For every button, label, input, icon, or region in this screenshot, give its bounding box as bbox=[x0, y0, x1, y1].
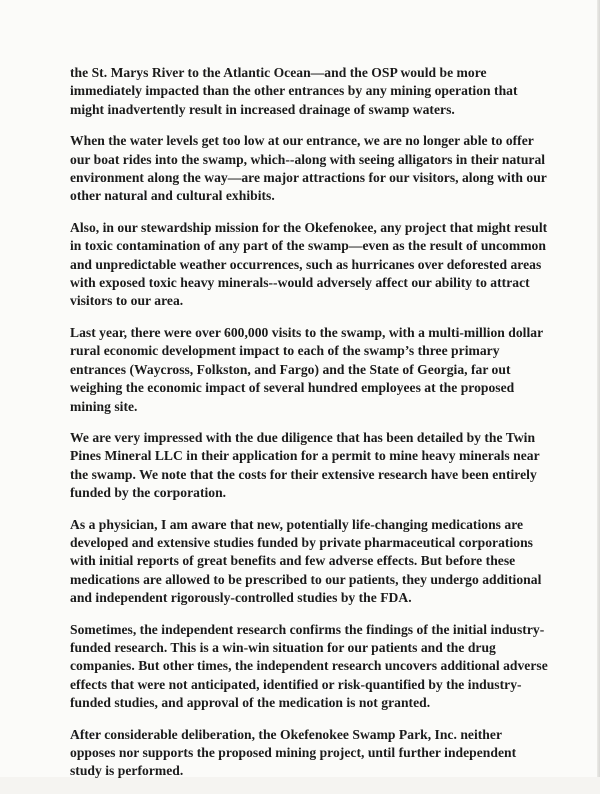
letter-body bbox=[70, 64, 548, 794]
paragraph-independent-research: Sometimes, the independent research confirms the findings of the initial industry-funded research. This is a win-win situation for our patients and the drug companies. But other times, the independent research uncovers additional adverse effects that were not anticipated, identified or risk-quantified by the industry-funded studies, and approval of the medication is not granted. bbox=[70, 621, 548, 711]
paragraph-stewardship-mission: Also, in our stewardship mission for the Okefenokee, any project that might result in toxic contamination of any part of the swamp—even as the result of uncommon and unpredictable weather occurrences, such as hurricanes over deforested areas with exposed toxic heavy minerals--would adversely affect our ability to attract visitors to our area. bbox=[70, 219, 548, 309]
paragraph-water-levels: When the water levels get too low at our entrance, we are no longer able to offer our boat rides into the swamp, which--along with seeing alligators in their natural environment along the way—are major attractions for our visitors, along with our other natural and cultural exhibits. bbox=[70, 133, 547, 204]
paragraph-visits-economic-impact: Last year, there were over 600,000 visits to the swamp, with a multi-million dollar rural economic development impact to each of the swamp’s three primary entrances (Waycross, Folkston, and Fargo) and the State of Georgia, far out weighing the economic impact of several hundred employees at the proposed mining site. bbox=[70, 324, 543, 414]
paragraph-conclusion: After considerable deliberation, the Okefenokee Swamp Park, Inc. neither opposes nor supports the proposed mining project, until further independent study is performed. bbox=[70, 726, 517, 779]
paragraph-physician-analogy: As a physician, I am aware that new, potentially life-changing medications are developed and extensive studies funded by private pharmaceutical corporations with initial reports of great benefits and few adverse effects. But before these medications are allowed to be prescribed to our patients, they undergo additional and independent rigorously-controlled studies by the FDA. bbox=[70, 516, 542, 606]
paragraph-due-diligence: We are very impressed with the due diligence that has been detailed by the Twin Pines Mineral LLC in their application for a permit to mine heavy minerals near the swamp. We note that the costs for their extensive research have been entirely funded by the corporation. bbox=[70, 429, 540, 501]
paragraph-st-marys-river: the St. Marys River to the Atlantic Ocean—and the OSP would be more immediately impacted than the other entrances by any mining operation that might inadvertently result in increased drainage of swamp waters. bbox=[70, 65, 518, 117]
